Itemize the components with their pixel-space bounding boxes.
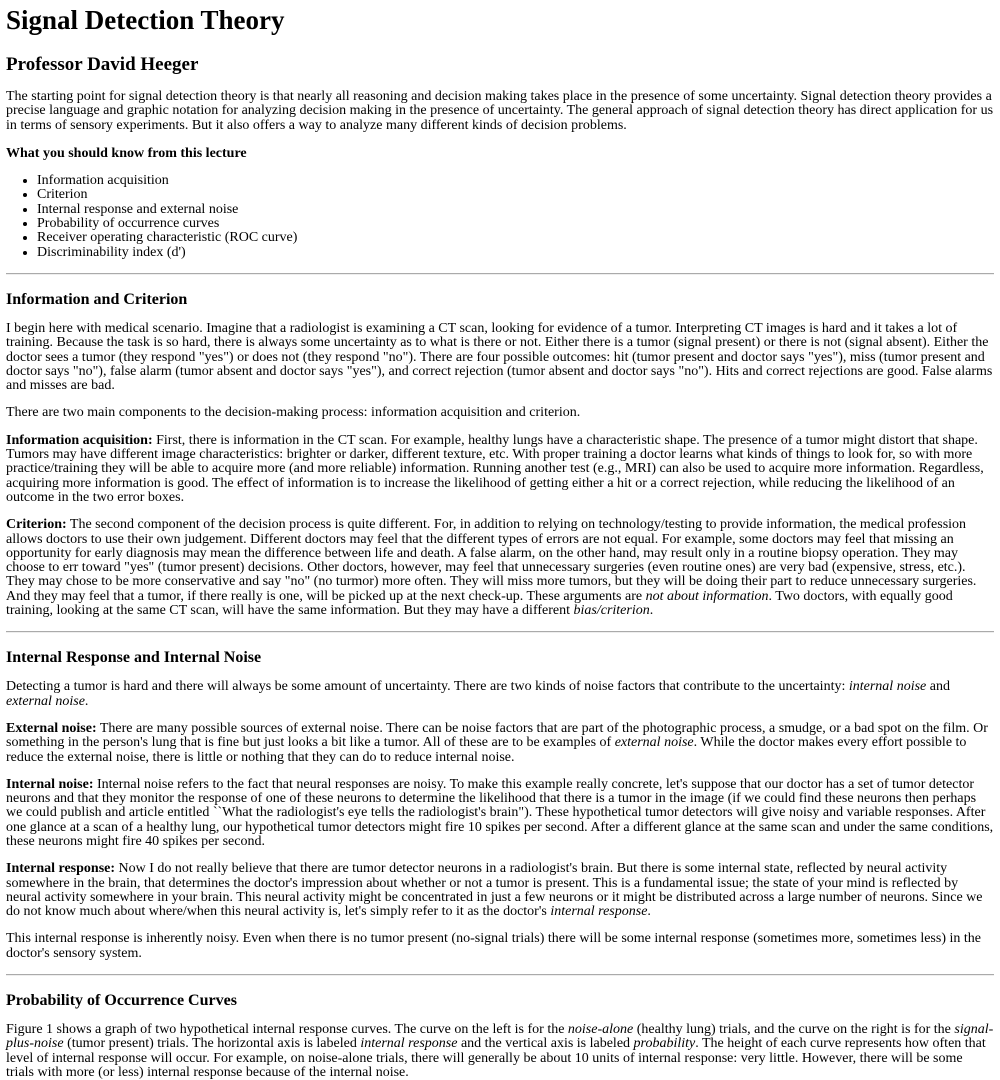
author-heading: Professor David Heeger bbox=[6, 54, 199, 75]
list-item: • Receiver operating characteristic (ROC curve) bbox=[37, 231, 994, 245]
page-title: Signal Detection Theory bbox=[6, 5, 285, 35]
list-item: • Criterion bbox=[37, 188, 994, 202]
list-item: • Internal response and external noise bbox=[37, 203, 994, 217]
paragraph-information-acquisition: Information acquisition: First, there is information in the CT scan. For example, healthy lungs have a characteristic shape. The presence of a tumor might distort that shape. Tumors may have different image characteristics: brighter or darker, different texture, etc. With proper training a doctor learns what kinds of things to look for, so with more practice/training they will be able to acquire more (and more reliable) information. Running another test (e.g., MRI) can also be used to acquire more information. Regardless, acquiring more information is good. The effect of information is to increase the likelihood of getting either a hit or a correct rejection, while reducing the likelihood of an outcome in the two error boxes. bbox=[6, 432, 984, 505]
section-divider bbox=[6, 631, 994, 633]
list-item: • Information acquisition bbox=[37, 174, 994, 188]
paragraph-figure-description: Figure 1 shows a graph of two hypothetical internal response curves. The curve on the left is for the noise-alone (healthy lung) trials, and the curve on the right is for the signal-plus-noise (tumor present) trials. The horizontal axis is labeled internal response and the vertical axis is labeled probability. The height of each curve represents how often that level of internal response will occur. For example, on noise-alone trials, there will generally be about 10 units of internal response: very little. However, there will be some trials with more (or less) internal response because of the internal noise. bbox=[6, 1022, 994, 1080]
paragraph-criterion: Criterion: The second component of the decision process is quite different. For, in addition to relying on technology/testing to provide information, the medical profession allows doctors to use their own judgement. Different doctors may feel that the different types of errors are not equal. For example, some doctors may feel that missing an opportunity for early diagnosis may mean the difference between life and death. A false alarm, on the other hand, may result only in a routine biopsy operation. They may choose to err toward "yes" (tumor present) decisions. Other doctors, however, may feel that unnecessary surgeries (even routine ones) are very bad (expensive, stress, etc.). They may chose to be more conservative and say "no" (no turmor) more often. They will miss more tumors, but they will be doing their part to reduce unnecessary surgeries. And they may feel that a tumor, if there really is one, will be picked up at the next check-up. These arguments are not about information. Two doctors, with equally good training, looking at the same CT scan, will have the same information. But they may have a different bias/criterion. bbox=[6, 517, 977, 619]
paragraph-internal-response: Internal response: Now I do not really believe that there are tumor detector neurons in a radiologist's brain. But there is some internal state, reflected by neural activity somewhere in the brain, that determines the doctor's impression about whether or not a tumor is present. This is a fundamental issue; the state of your mind is reflected by neural activity somewhere in your brain. This neural activity might be concentrated in just a few neurons or it might be distributed across a large number of neurons. Since we do not know much about where/when this neural activity is, let's simply refer to it as the doctor's internal response. bbox=[6, 861, 983, 920]
paragraph-noise-factors: Detecting a tumor is hard and there will always be some amount of uncertainty. There are two kinds of noise factors that contribute to the uncertainty: internal noise and external noise. bbox=[6, 679, 950, 709]
section-heading-information-criterion: Information and Criterion bbox=[6, 290, 188, 308]
section-divider bbox=[6, 974, 994, 976]
list-item: • Probability of occurrence curves bbox=[37, 217, 994, 231]
paragraph-two-components: There are two main components to the decision-making process: information acquisition and criterion. bbox=[6, 405, 581, 421]
section-divider bbox=[6, 273, 994, 275]
learning-goals-list bbox=[6, 174, 994, 260]
paragraph-internal-noise: Internal noise: Internal noise refers to the fact that neural responses are noisy. To make this example really concrete, let's suppose that our doctor has a set of tumor detector neurons and that they monitor the response of one of these neurons to determine the likelihood that there is a tumor in the image (if we could find these neurons then perhaps we could publish and article entitled ``What the radiologist's eye tells the radiologist's brain"). These hypothetical tumor detectors will give noisy and variable responses. After one glance at a scan of a healthy lung, our hypothetical tumor detectors might fire 10 spikes per second. After a different glance at the same scan and under the same conditions, these neurons might fire 40 spikes per second. bbox=[6, 776, 994, 849]
intro-paragraph: The starting point for signal detection theory is that nearly all reasoning and decision making takes place in the presence of some uncertainty. Signal detection theory provides a precise language and graphic notation for analyzing decision making in the presence of uncertainty. The general approach of signal detection theory has direct application for us in terms of sensory experiments. But it also offers a way to analyze many different kinds of decision problems. bbox=[6, 89, 994, 133]
learning-goals-heading: What you should know from this lecture bbox=[6, 145, 247, 161]
list-item: • Discriminability index (d') bbox=[37, 246, 994, 260]
section-heading-internal-response: Internal Response and Internal Noise bbox=[6, 649, 262, 667]
paragraph-medical-scenario: I begin here with medical scenario. Imagine that a radiologist is examining a CT scan, looking for evidence of a tumor. Interpreting CT images is hard and it takes a lot of training. Because the task is so hard, there is always some uncertainty as to what is there or not. Either there is a tumor (signal present) or there is not (signal absent). Either the doctor sees a tumor (they respond "yes") or does not (they respond "no"). There are four possible outcomes: hit (tumor present and doctor says "yes"), miss (tumor present and doctor says "no"), false alarm (tumor absent and doctor says "yes"), and correct rejection (tumor absent and doctor says "no"). Hits and correct rejections are good. False alarms and misses are bad. bbox=[6, 320, 993, 394]
section-heading-probability-curves: Probability of Occurrence Curves bbox=[6, 992, 237, 1010]
paragraph-external-noise: External noise: There are many possible sources of external noise. There can be noise factors that are part of the photographic process, a smudge, or a bad spot on the film. Or something in the person's lung that is fine but just looks a bit like a tumor. All of these are to be examples of external noise. While the doctor makes every effort possible to reduce the external noise, there is little or nothing that they can do to reduce internal noise. bbox=[6, 720, 988, 765]
paragraph-noisy-response: This internal response is inherently noisy. Even when there is no tumor present (no-signal trials) there will be some internal response (sometimes more, sometimes less) in the doctor's sensory system. bbox=[6, 931, 981, 961]
